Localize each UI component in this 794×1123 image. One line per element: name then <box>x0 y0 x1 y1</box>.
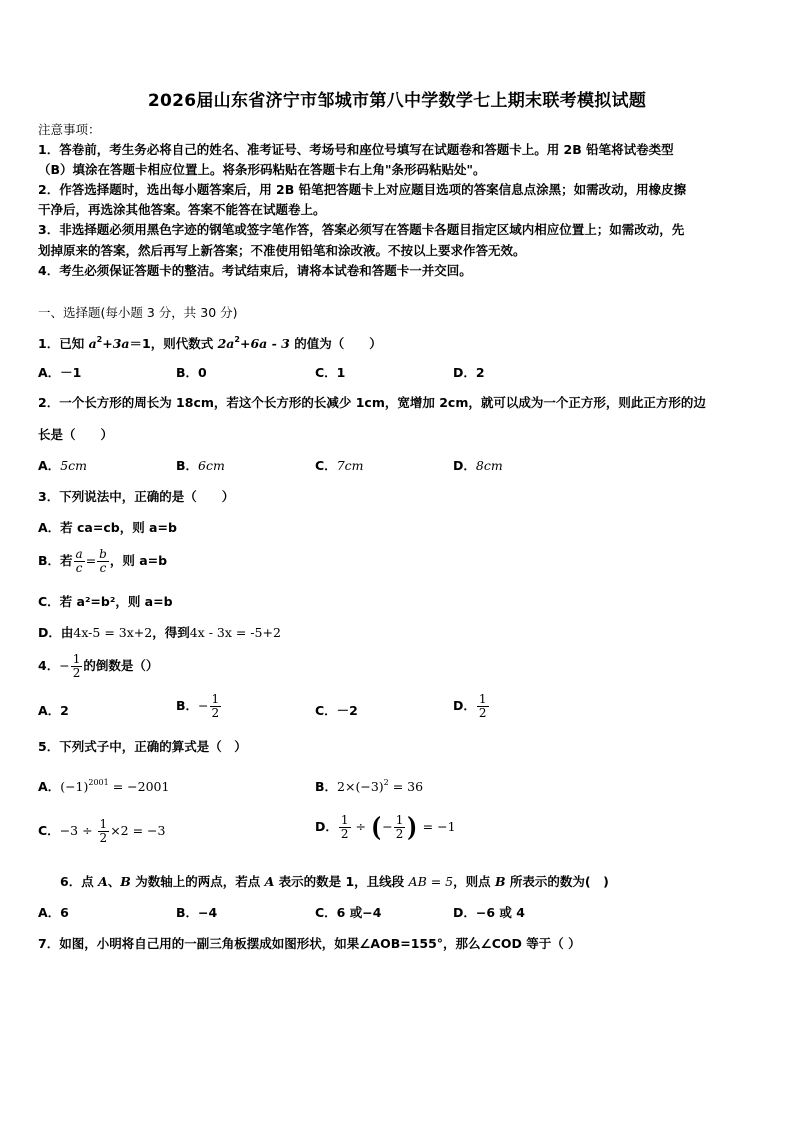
question-2-option-b: B．6cm <box>176 458 225 473</box>
question-6-option-b: B．−4 <box>176 905 218 920</box>
question-1-option-a: A．－1 <box>38 365 82 380</box>
question-5-option-b: B．$2\times(-3)^2 = 36$ <box>315 778 424 794</box>
question-3-option-b: B．若 $\frac{a}{c}$ = $\frac{b}{c}$ ，则 a=b <box>38 547 168 575</box>
question-2-option-c: C．7cm <box>315 458 364 473</box>
fraction: $\frac{b}{c}$ <box>99 547 107 575</box>
question-3-option-c: C．若 a²=b²，则 a=b <box>38 594 173 609</box>
question-4-option-a: A．2 <box>38 703 69 718</box>
question-2-stem: 2．一个长方形的周长为 18cm，若这个长方形的长减少 1cm，宽增加 2cm，就可以成为一个正方形，则此正方形的边 <box>38 395 706 410</box>
question-4-stem: 4．− $\frac{1}{2}$ 的倒数是（） <box>38 652 159 680</box>
question-6-stem: 6．点 A、B 为数轴上的两点，若点 A 表示的数是 1，且线段 AB = 5，则点 B 所表示的数为( ) <box>60 874 609 889</box>
question-1-stem: 1．已知 $a^2+3a=1$，则代数式 $2a^2+6a - 3$ 的值为（ ） <box>38 335 382 351</box>
question-4-option-d: D． $\frac{1}{2}$ <box>453 692 487 720</box>
question-1-option-b: B．0 <box>176 365 207 380</box>
question-3-stem: 3．下列说法中，正确的是（ ） <box>38 489 235 504</box>
fraction: $\frac{1}{2}$ <box>340 813 349 841</box>
fraction: $\frac{1}{2}$ <box>211 692 220 720</box>
question-6-option-a: A．6 <box>38 905 69 920</box>
section-heading: 一、选择题(每小题 3 分，共 30 分) <box>38 305 238 320</box>
page-title: 2026届山东省济宁市邹城市第八中学数学七上期末联考模拟试题 <box>147 91 647 111</box>
question-2-stem-cont: 长是（ ） <box>38 427 114 442</box>
question-6-option-c: C．6 或−4 <box>315 905 382 920</box>
notice-heading: 注意事项： <box>38 122 101 137</box>
notice-line: （B）填涂在答题卡相应位置上。将条形码粘贴在答题卡右上角"条形码粘贴处"。 <box>38 162 486 177</box>
notice-line: 4．考生必须保证答题卡的整洁。考试结束后，请将本试卷和答题卡一并交回。 <box>38 263 472 278</box>
question-2-option-a: A．5cm <box>38 458 87 473</box>
fraction: $\frac{1}{2}$ <box>99 817 108 845</box>
question-5-option-d: D． $\frac{1}{2}$ ÷ (− $\frac{1}{2}$ ) = −1 <box>315 812 456 843</box>
question-2-option-d: D．8cm <box>453 458 503 473</box>
fraction: $\frac{1}{2}$ <box>72 652 81 680</box>
fraction: $\frac{a}{c}$ <box>75 547 83 575</box>
fraction: $\frac{1}{2}$ <box>395 813 404 841</box>
notice-line: 划掉原来的答案，然后再写上新答案；不准使用铅笔和涂改液。不按以上要求作答无效。 <box>38 243 526 258</box>
question-5-option-c: C．−3 ÷ $\frac{1}{2}$ ×2 = −3 <box>38 817 166 845</box>
question-6-option-d: D．−6 或 4 <box>453 905 525 920</box>
fraction: $\frac{1}{2}$ <box>478 692 487 720</box>
notice-line: 2．作答选择题时，选出每小题答案后，用 2B 铅笔把答题卡上对应题目选项的答案信息点涂黑；如需改动，用橡皮擦 <box>38 182 687 197</box>
question-7-stem: 7．如图，小明将自己用的一副三角板摆成如图形状，如果∠AOB=155°，那么∠COD 等于（ ） <box>38 936 581 951</box>
question-3-option-a: A．若 ca=cb，则 a=b <box>38 520 177 535</box>
question-1-option-c: C．1 <box>315 365 346 380</box>
question-4-option-b: B．− $\frac{1}{2}$ <box>176 692 220 720</box>
question-1-option-d: D．2 <box>453 365 485 380</box>
question-4-option-c: C．－2 <box>315 703 358 718</box>
question-5-option-a: A．$(-1)^{2001} = -2001$ <box>38 778 170 794</box>
question-5-stem: 5．下列式子中，正确的算式是（ ） <box>38 739 247 754</box>
notice-line: 3．非选择题必须用黑色字迹的钢笔或签字笔作答，答案必须写在答题卡各题目指定区域内相应位置上；如需改动，先 <box>38 222 685 237</box>
notice-line: 干净后，再选涂其他答案。答案不能答在试题卷上。 <box>38 202 326 217</box>
notice-line: 1．答卷前，考生务必将自己的姓名、准考证号、考场号和座位号填写在试题卷和答题卡上。用 2B 铅笔将试卷类型 <box>38 142 674 157</box>
question-3-option-d: D．由4x-5 = 3x+2，得到4x - 3x = -5+2 <box>38 625 281 640</box>
